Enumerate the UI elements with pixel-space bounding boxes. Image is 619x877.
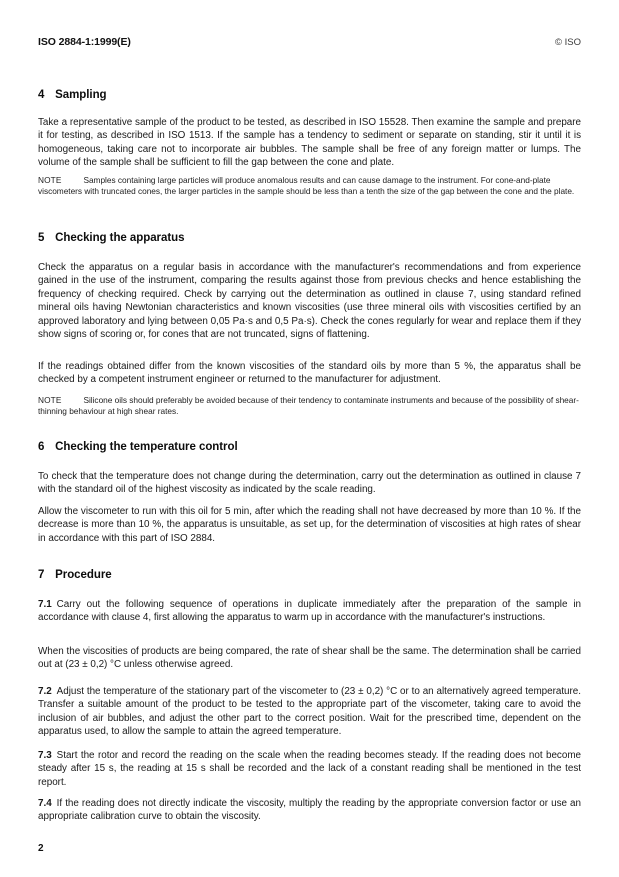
subclause-7-3-number: 7.3	[38, 750, 52, 761]
note-label: NOTE	[38, 395, 62, 405]
subclause-7-4	[38, 797, 581, 824]
clause-4-title: Sampling	[55, 89, 107, 101]
clause-6-paragraph-2: Allow the viscometer to run with this oil for 5 min, after which the reading shall not have decreased by more than 10 %. If the decrease is more than 10 %, the apparatus is unsuitable, as set up, for the determination of viscosities at high rates of shear in accordance with this part of ISO 2884.	[38, 506, 581, 544]
clause-4-number: 4	[38, 89, 45, 101]
clause-5-number: 5	[38, 232, 45, 244]
note-label: NOTE	[38, 175, 62, 185]
subclause-7-3	[38, 749, 581, 789]
subclause-7-1-text: Carry out the following sequence of operations in duplicate immediately after the preparation of the sample in accordance with clause 4, first allowing the apparatus to warm up in accordance with the manufacturer's instructions.	[38, 599, 581, 624]
clause-4-heading	[38, 88, 581, 102]
clause-5-title: Checking the apparatus	[55, 232, 185, 244]
subclause-7-2-number: 7.2	[38, 686, 52, 697]
page-number: 2	[38, 843, 44, 854]
standard-reference: ISO 2884-1:1999(E)	[38, 36, 131, 48]
clause-7-title: Procedure	[55, 569, 112, 581]
subclause-7-4-number: 7.4	[38, 798, 52, 809]
clause-5-heading	[38, 231, 581, 245]
clause-5-note-1	[38, 395, 581, 417]
subclause-7-2	[38, 685, 581, 739]
subclause-7-2-text: Adjust the temperature of the stationary part of the viscometer to (23 ± 0,2) °C or to an alternatively agreed temperature. Transfer a suitable amount of the product to be tested to the appropriate part of the viscometer, taking care to avoid the inclusion of air bubbles, and adjust the other part to the correct position. Wait for the prescribed time, dependent on the apparatus used, to allow the sample to attain the agreed temperature.	[38, 686, 581, 738]
clause-7-number: 7	[38, 569, 45, 581]
note-text: Silicone oils should preferably be avoided because of their tendency to contaminate instruments and because of the possibility of shear-thinning behaviour at high shear rates.	[38, 395, 579, 417]
clause-7-paragraph-unnumbered	[38, 645, 581, 672]
note-text: Samples containing large particles will produce anomalous results and can cause damage to the instrument. For cone-and-plate viscometers with truncated cones, the larger particles in the sample should be less than a tenth the size of the gap between the cone and the plate.	[38, 175, 575, 197]
clause-6-heading	[38, 440, 581, 454]
page-header	[38, 36, 581, 50]
clause-6-title: Checking the temperature control	[55, 441, 238, 453]
clause-5-paragraph-2: If the readings obtained differ from the known viscosities of the standard oils by more than 5 %, the apparatus shall be checked by a competent instrument engineer or returned to the manufacturer for adjustment.	[38, 361, 581, 386]
clause-7-heading	[38, 568, 581, 582]
clause-5-paragraph-1: Check the apparatus on a regular basis in accordance with the manufacturer's recommendations and from experience gained in the use of the instrument, comparing the results against those from previous checks and hence establishing the frequency of checking required. Check by carrying out the determination as outlined in clause 7, using standard refined mineral oils having Newtonian characteristics and known viscosities (use three mineral oils with viscosities certified by an approved laboratory and lying between 0,05 Pa·s and 0,5 Pa·s). Check the cones regularly for wear and replace them if they show signs of scoring or, for cones that are not truncated, signs of flattening.	[38, 262, 581, 341]
copyright-notice: © ISO	[554, 37, 581, 48]
subclause-7-4-text: If the reading does not directly indicate the viscosity, multiply the reading by the appropriate conversion factor or use an appropriate calibration curve to obtain the viscosity.	[38, 798, 581, 823]
clause-6-paragraph-1: To check that the temperature does not change during the determination, carry out the determination as outlined in clause 7 with the standard oil of the highest viscosity as indicated by the scale reading.	[38, 471, 581, 496]
clause-4-paragraph-1: Take a representative sample of the product to be tested, as described in ISO 15528. Then examine the sample and prepare it for testing, as described in ISO 1513. If the sample has a tendency to sediment or separate on standing, stir it until it is homogeneous, taking care not to incorporate air bubbles. The sample shall be free of any foreign matter or lumps. The volume of the sample shall be sufficient to fill the gap between the cone and plate.	[38, 117, 581, 169]
subclause-7-1-number: 7.1	[38, 599, 52, 610]
clause-7-paragraph-unnumbered-text: When the viscosities of products are being compared, the rate of shear shall be the same. The determination shall be carried out at (23 ± 0,2) °C unless otherwise agreed.	[38, 646, 581, 671]
subclause-7-1	[38, 598, 581, 625]
clause-4-note-1	[38, 175, 581, 197]
subclause-7-3-text: Start the rotor and record the reading on the scale when the reading becomes steady. If the reading does not become steady after 15 s, the reading at 15 s shall be recorded and the lack of a constant reading shall be mentioned in the test report.	[38, 750, 581, 788]
clause-6-number: 6	[38, 441, 45, 453]
